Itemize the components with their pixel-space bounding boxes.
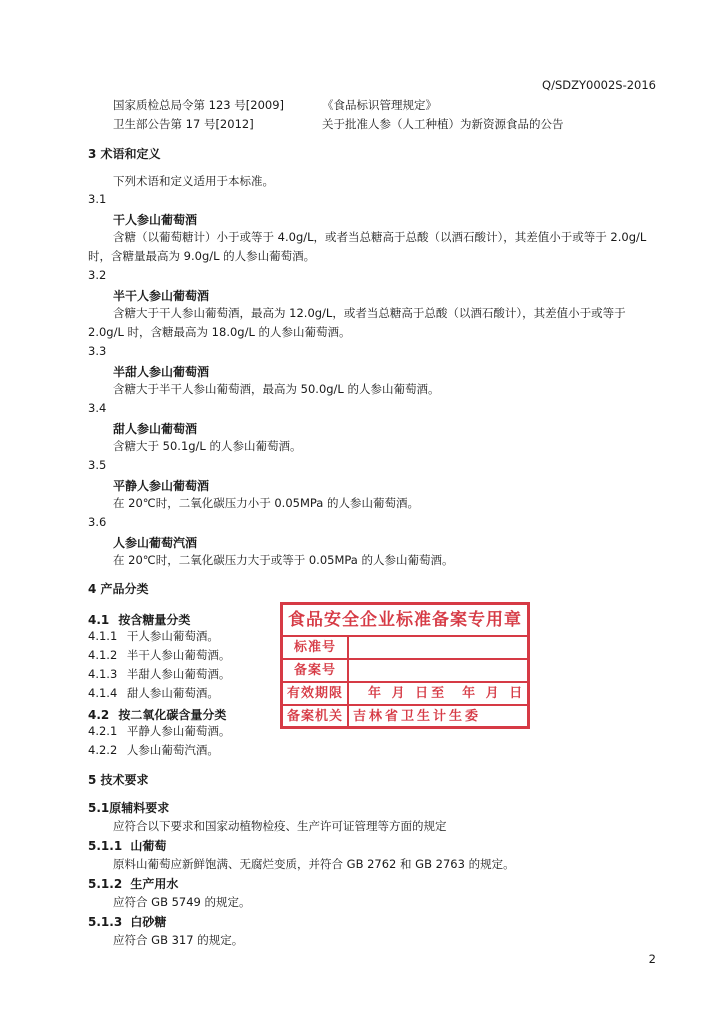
- term-name: 甜人参山葡萄酒: [113, 422, 198, 436]
- page-number: 2: [648, 952, 656, 966]
- term-number: 3.4: [88, 401, 107, 415]
- term-name: 平静人参山葡萄酒: [113, 479, 210, 493]
- subsection-text: 应符合以下要求和国家动植物检疫、生产许可证管理等方面的规定: [113, 819, 447, 833]
- reference-title: 《食品标识管理规定》: [322, 98, 437, 112]
- stamp-row: [283, 704, 527, 726]
- term-definition: 在 20℃时，二氧化碳压力大于或等于 0.05MPa 的人参山葡萄酒。: [113, 553, 454, 567]
- term-number: 3.3: [88, 344, 107, 358]
- term-number: 3.5: [88, 458, 107, 472]
- section-intro: 下列术语和定义适用于本标准。: [113, 174, 274, 188]
- stamp-row: [283, 658, 527, 681]
- term-number: 3.6: [88, 515, 107, 529]
- stamp-label: 备案号: [283, 660, 349, 681]
- subsection-heading: [88, 913, 166, 930]
- stamp-value: 吉林省卫生计生委: [353, 709, 482, 724]
- item-number: 4.2.2: [88, 743, 118, 757]
- term-name: 干人参山葡萄酒: [113, 213, 198, 227]
- classification-item: [88, 723, 230, 739]
- classification-item: [88, 742, 219, 758]
- subsection-number: 5.1.1: [88, 839, 123, 853]
- subsection-heading: [88, 875, 178, 892]
- term-name: 人参山葡萄汽酒: [113, 536, 198, 550]
- subsection-title: 生产用水: [130, 877, 179, 891]
- stamp-title: 食品安全企业标准备案专用章: [288, 610, 522, 630]
- subsection-heading: [88, 799, 169, 816]
- term-number: 3.1: [88, 192, 107, 206]
- item-text: 平静人参山葡萄酒。: [126, 724, 231, 738]
- item-number: 4.2.1: [88, 724, 118, 738]
- subsection-title: 原辅料要求: [109, 801, 170, 815]
- section-heading: 5 技术要求: [88, 773, 149, 787]
- subsection-heading: [88, 837, 166, 854]
- item-text: 甜人参山葡萄酒。: [126, 686, 219, 700]
- reference-code: 卫生部公告第 17 号[2012]: [113, 117, 254, 131]
- item-number: 4.1.2: [88, 648, 118, 662]
- reference-title: 关于批准人参（人工种植）为新资源食品的公告: [322, 117, 564, 131]
- stamp-row: [283, 635, 527, 658]
- stamp-row: [283, 681, 527, 704]
- subsection-text: 应符合 GB 317 的规定。: [113, 933, 244, 947]
- item-text: 干人参山葡萄酒。: [126, 629, 219, 643]
- term-definition: 含糖大于干人参山葡萄酒，最高为 12.0g/L，或者当总糖高于总酸（以酒石酸计），其差值小于或等于 2.0g/L 时，含糖最高为 18.0g/L 的人参山葡萄酒。: [88, 306, 626, 339]
- subsection-number: 5.1: [88, 801, 110, 815]
- classification-item: [88, 666, 230, 682]
- classification-item: [88, 609, 190, 628]
- term-definition: 含糖大于 50.1g/L 的人参山葡萄酒。: [113, 439, 302, 453]
- reference-code: 国家质检总局令第 123 号[2009]: [113, 98, 284, 112]
- term-definition: 含糖大于半干人参山葡萄酒，最高为 50.0g/L 的人参山葡萄酒。: [113, 382, 440, 396]
- classification-item: [88, 685, 219, 701]
- item-number: 4.1.4: [88, 686, 118, 700]
- section-heading: 4 产品分类: [88, 582, 149, 596]
- term-definition: 在 20℃时，二氧化碳压力小于 0.05MPa 的人参山葡萄酒。: [113, 496, 420, 510]
- item-number: 4.2: [88, 708, 110, 722]
- stamp-label: 有效期限: [283, 683, 349, 704]
- item-number: 4.1.3: [88, 667, 118, 681]
- stamp-label: 标准号: [283, 637, 349, 658]
- term-number: 3.2: [88, 268, 107, 282]
- term-name: 半干人参山葡萄酒: [113, 289, 210, 303]
- stamp-label: 备案机关: [283, 706, 349, 726]
- item-number: 4.1: [88, 613, 110, 627]
- subsection-number: 5.1.2: [88, 877, 123, 891]
- subsection-text: 应符合 GB 5749 的规定。: [113, 895, 251, 909]
- classification-item: [88, 628, 219, 644]
- stamp-value: 年 月 日至 年 月 日: [353, 686, 526, 701]
- subsection-title: 白砂糖: [130, 915, 167, 929]
- classification-item: [88, 647, 230, 663]
- item-text: 按二氧化碳含量分类: [118, 708, 227, 722]
- item-text: 半干人参山葡萄酒。: [126, 648, 231, 662]
- document-code: Q/SDZY0002S-2016: [542, 78, 656, 92]
- term-name: 半甜人参山葡萄酒: [113, 365, 210, 379]
- item-text: 半甜人参山葡萄酒。: [126, 667, 231, 681]
- item-text: 按含糖量分类: [118, 613, 191, 627]
- subsection-title: 山葡萄: [130, 839, 167, 853]
- item-number: 4.1.1: [88, 629, 118, 643]
- item-text: 人参山葡萄汽酒。: [126, 743, 219, 757]
- classification-item: [88, 704, 226, 723]
- subsection-number: 5.1.3: [88, 915, 123, 929]
- subsection-text: 原料山葡萄应新鲜饱满、无腐烂变质，并符合 GB 2762 和 GB 2763 的规定。: [113, 857, 515, 871]
- section-heading: 3 术语和定义: [88, 147, 161, 161]
- registration-stamp: [280, 602, 530, 729]
- term-definition: 含糖（以葡萄糖计）小于或等于 4.0g/L，或者当总糖高于总酸（以酒石酸计），其差值小于或等于 2.0g/L 时，含糖量最高为 9.0g/L 的人参山葡萄酒。: [88, 230, 647, 263]
